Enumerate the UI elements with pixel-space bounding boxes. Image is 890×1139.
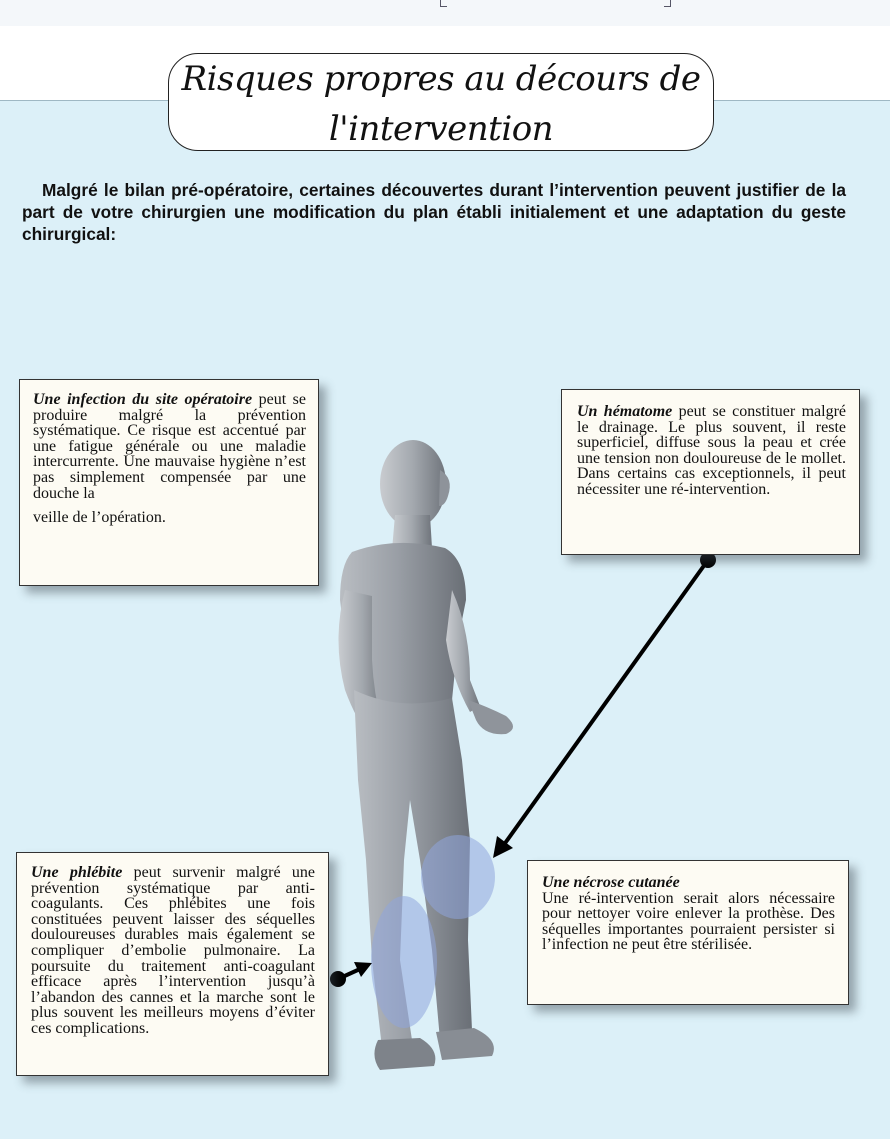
- infection-text-end: veille de l’opération.: [33, 509, 166, 527]
- infection-heading: Une infection du site opératoire: [33, 391, 253, 408]
- infection-text: peut se produire malgré la prévention systématique. Ce risque est accentué par une fatigue générale ou une maladie intercurrente. Une mauvaise hygiène n’est pas simplement compensée par une douche la: [33, 391, 307, 502]
- necrose-text: Une ré-intervention serait alors nécessaire pour nettoyer voire enlever la prothèse. Des séquelles importantes pourraient persister si l’infection ne peut être stérilisée.: [542, 889, 835, 954]
- title-line-1: Risques propres au décours de: [181, 59, 701, 99]
- hematome-arrow-line: [503, 560, 708, 846]
- knee-highlight: [421, 835, 495, 919]
- phlebite-arrow-dot: [330, 971, 346, 987]
- hematome-text: peut se constituer malgré le drainage. Le plus souvent, il reste superficiel, diffuse sous la peau et crée une tension non douloureuse de le mollet. Dans certains cas exceptionnels, il peut nécessiter une ré-intervention.: [577, 403, 846, 498]
- title-line-2: l'intervention: [328, 109, 554, 149]
- infection-box: [19, 379, 319, 586]
- hematome-heading: Un hématome: [577, 403, 673, 420]
- phlebite-heading: Une phlébite: [31, 864, 123, 881]
- intro-text: Malgré le bilan pré-opératoire, certaines découvertes durant l’intervention peuvent justifier de la part de votre chirurgien une modification du plan établi initialement et une adaptation du geste chirurgical:: [22, 180, 846, 244]
- necrose-heading: Une nécrose cutanée: [542, 874, 680, 891]
- calf-highlight: [371, 896, 437, 1028]
- hematome-box: [561, 389, 860, 555]
- phlebite-text: peut survenir malgré une prévention systématique par anti-coagulants. Ces phlébites une fois constituées peuvent laisser des séquelles douloureuses durables mais également se compliquer d’embolie pulmonaire. La poursuite du traitement anti-coagulant efficace après l’intervention jusqu’à l’abandon des cannes et la marche sont le plus souvent les meilleurs moyens d’éviter ces complications.: [31, 864, 316, 1037]
- phlebite-box: [16, 852, 329, 1076]
- necrose-box: [527, 860, 849, 1005]
